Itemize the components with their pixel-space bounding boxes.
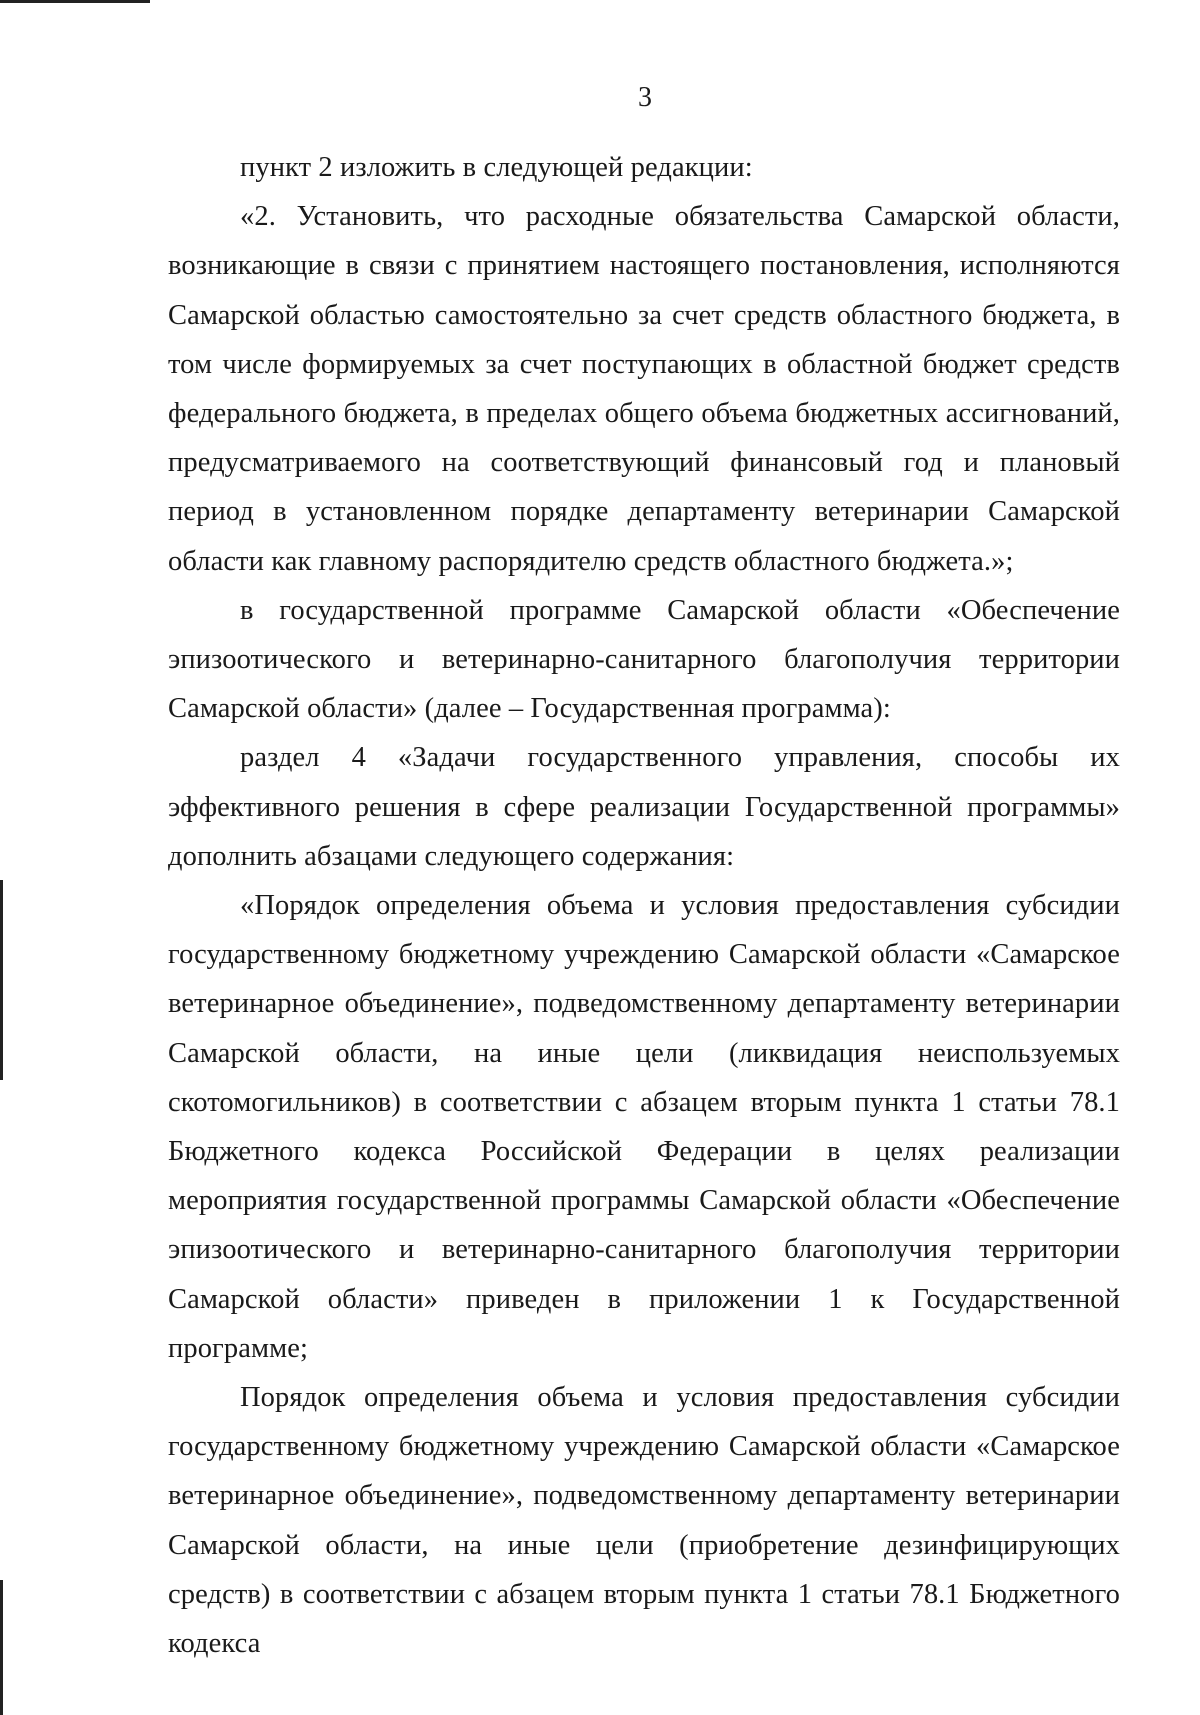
paragraph-state-program: в государственной программе Самарской области «Обеспечение эпизоотического и ветеринарно-санитарного благополучия территории Самарской области» (далее – Государственная программа): (168, 594, 1120, 725)
document-body (168, 143, 1120, 1668)
paragraph-point-2-text: «2. Установить, что расходные обязательства Самарской области, возникающие в связи с принятием настоящего постановления, исполняются Самарской областью самостоятельно за счет средств областного бюджета, в том числе формируемых за счет поступающих в областной бюджет средств федерального бюджета, в пределах общего объема бюджетных ассигнований, предусматриваемого на соответствующий финансовый год и плановый период в установленном порядке департаменту ветеринарии Самарской области как главному распорядителю средств областного бюджета.»; (168, 201, 1120, 577)
scan-edge-mark-left-bottom (0, 1580, 3, 1715)
scan-edge-mark-left (0, 880, 3, 1080)
scan-edge-mark-top (0, 0, 150, 3)
page-number: 3 (638, 82, 652, 113)
paragraph-subsidy-order-2: Порядок определения объема и условия предоставления субсидии государственному бюджетному учреждению Самарской области «Самарское ветеринарное объединение», подведомственному департаменту ветеринарии Самарской области, на иные цели (приобретение дезинфицирующих средств) в соответствии с абзацем вторым пункта 1 статьи 78.1 Бюджетного кодекса (168, 1382, 1120, 1660)
paragraph-subsidy-order-1: «Порядок определения объема и условия предоставления субсидии государственному бюджетному учреждению Самарской области «Самарское ветеринарное объединение», подведомственному департаменту ветеринарии Самарской области, на иные цели (ликвидация неиспользуемых скотомогильников) в соответствии с абзацем вторым пункта 1 статьи 78.1 Бюджетного кодекса Российской Федерации в целях реализации мероприятия государственной программы Самарской области «Обеспечение эпизоотического и ветеринарно-санитарного благополучия территории Самарской области» приведен в приложении 1 к Государственной программе; (168, 890, 1120, 1364)
paragraph-section-4: раздел 4 «Задачи государственного управления, способы их эффективного решения в сфере реализации Государственной программы» дополнить абзацами следующего содержания: (168, 742, 1120, 872)
paragraph-point-2-intro: пункт 2 изложить в следующей редакции: (240, 152, 753, 183)
